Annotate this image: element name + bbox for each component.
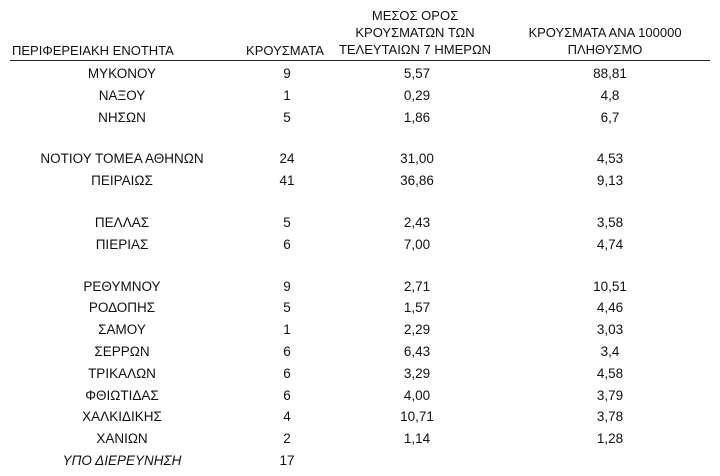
per-100k-value: 10,51 xyxy=(593,278,627,294)
header-cases-per-100k: ΚΡΟΥΣΜΑΤΑ ΑΝΑ 100000 ΠΛΗΘΥΣΜΟ xyxy=(528,25,682,57)
cases-value: 6 xyxy=(283,343,291,359)
per-100k-value: 4,53 xyxy=(596,151,624,167)
table-row xyxy=(0,170,720,192)
table-row xyxy=(0,85,720,107)
avg-7-days-value: 31,00 xyxy=(400,151,434,167)
header-cases: ΚΡΟΥΣΜΑΤΑ xyxy=(246,43,324,58)
avg-7-days-value: 1,86 xyxy=(403,109,431,125)
cases-value: 5 xyxy=(283,300,291,316)
region-name: ΧΑΝΙΩΝ xyxy=(96,431,148,447)
table-body xyxy=(0,63,720,472)
cases-value: 24 xyxy=(279,151,295,167)
region-name: ΡΟΔΟΠΗΣ xyxy=(88,300,156,316)
cases-value: 2 xyxy=(283,431,291,447)
per-100k-value: 3,79 xyxy=(596,387,624,403)
table-row xyxy=(0,385,720,407)
region-name: ΝΟΤΙΟΥ ΤΟΜΕΑ ΑΘΗΝΩΝ xyxy=(40,151,204,167)
region-name: ΥΠΟ ΔΙΕΡΕΥΝΗΣΗ xyxy=(62,452,182,468)
region-name: ΦΘΙΩΤΙΔΑΣ xyxy=(85,387,159,403)
cases-value: 9 xyxy=(283,278,291,294)
per-100k-value: 4,74 xyxy=(596,236,624,252)
region-name: ΝΑΞΟΥ xyxy=(98,87,146,103)
avg-7-days-value: 1,14 xyxy=(403,431,431,447)
per-100k-value: 3,03 xyxy=(596,322,624,338)
cases-value: 6 xyxy=(283,236,291,252)
region-name: ΣΑΜΟΥ xyxy=(98,322,146,338)
avg-7-days-value: 10,71 xyxy=(400,409,434,425)
header-divider xyxy=(10,60,710,61)
region-name: ΡΕΘΥΜΝΟΥ xyxy=(83,278,161,294)
per-100k-value: 6,7 xyxy=(600,109,620,125)
region-name: ΠΕΛΛΑΣ xyxy=(94,214,150,230)
cases-value: 17 xyxy=(279,452,295,468)
per-100k-value: 88,81 xyxy=(593,66,627,81)
cases-value: 1 xyxy=(283,87,291,103)
table-row xyxy=(0,428,720,450)
avg-7-days-value: 3,29 xyxy=(403,365,431,381)
cases-value: 9 xyxy=(283,66,291,81)
cases-value: 6 xyxy=(283,387,291,403)
avg-7-days-value: 36,86 xyxy=(400,173,434,189)
table-row xyxy=(0,107,720,129)
table-row xyxy=(0,363,720,385)
header-region: ΠΕΡΙΦΕΡΕΙΑΚΗ ΕΝΟΤΗΤΑ xyxy=(12,43,174,58)
avg-7-days-value: 2,43 xyxy=(403,214,431,230)
region-name: ΣΕΡΡΩΝ xyxy=(94,343,150,359)
per-100k-value: 3,58 xyxy=(596,214,624,230)
cases-value: 6 xyxy=(283,365,291,381)
header-avg-7-days: ΜΕΣΟΣ ΟΡΟΣ ΚΡΟΥΣΜΑΤΩΝ ΤΩΝ ΤΕΛΕΥΤΑΙΩΝ 7 ΗΜΕΡΩΝ xyxy=(338,8,492,57)
avg-7-days-value: 1,57 xyxy=(403,300,431,316)
cases-value: 5 xyxy=(283,109,291,125)
region-name: ΝΗΣΩΝ xyxy=(98,109,146,125)
table-row xyxy=(0,341,720,363)
region-name: ΤΡΙΚΑΛΩΝ xyxy=(88,365,156,381)
cases-value: 41 xyxy=(279,173,295,189)
table-row xyxy=(0,63,720,85)
per-100k-value: 3,78 xyxy=(596,409,624,425)
avg-7-days-value: 5,57 xyxy=(403,66,431,81)
table-row xyxy=(0,148,720,170)
table-row xyxy=(0,406,720,428)
per-100k-value: 9,13 xyxy=(596,173,624,189)
region-name: ΜΥΚΟΝΟΥ xyxy=(87,66,157,81)
region-name: ΠΙΕΡΙΑΣ xyxy=(95,236,149,252)
per-100k-value: 3,4 xyxy=(600,343,620,359)
table-row-under-investigation xyxy=(0,450,720,472)
avg-7-days-value: 7,00 xyxy=(403,236,431,252)
per-100k-value: 1,28 xyxy=(596,431,624,447)
avg-7-days-value: 4,00 xyxy=(403,387,431,403)
table-row xyxy=(0,276,720,298)
region-name: ΧΑΛΚΙΔΙΚΗΣ xyxy=(82,409,162,425)
table-row xyxy=(0,212,720,234)
cases-value: 4 xyxy=(283,409,291,425)
avg-7-days-value: 2,29 xyxy=(403,322,431,338)
avg-7-days-value: 0,29 xyxy=(403,87,431,103)
avg-7-days-value: 6,43 xyxy=(403,343,431,359)
per-100k-value: 4,58 xyxy=(596,365,624,381)
table-row xyxy=(0,234,720,256)
cases-value: 1 xyxy=(283,322,291,338)
per-100k-value: 4,46 xyxy=(596,300,624,316)
region-name: ΠΕΙΡΑΙΩΣ xyxy=(91,173,153,189)
table-row xyxy=(0,297,720,319)
cases-value: 5 xyxy=(283,214,291,230)
per-100k-value: 4,8 xyxy=(600,87,620,103)
avg-7-days-value: 2,71 xyxy=(403,278,431,294)
table-header xyxy=(0,0,720,62)
table-row xyxy=(0,319,720,341)
